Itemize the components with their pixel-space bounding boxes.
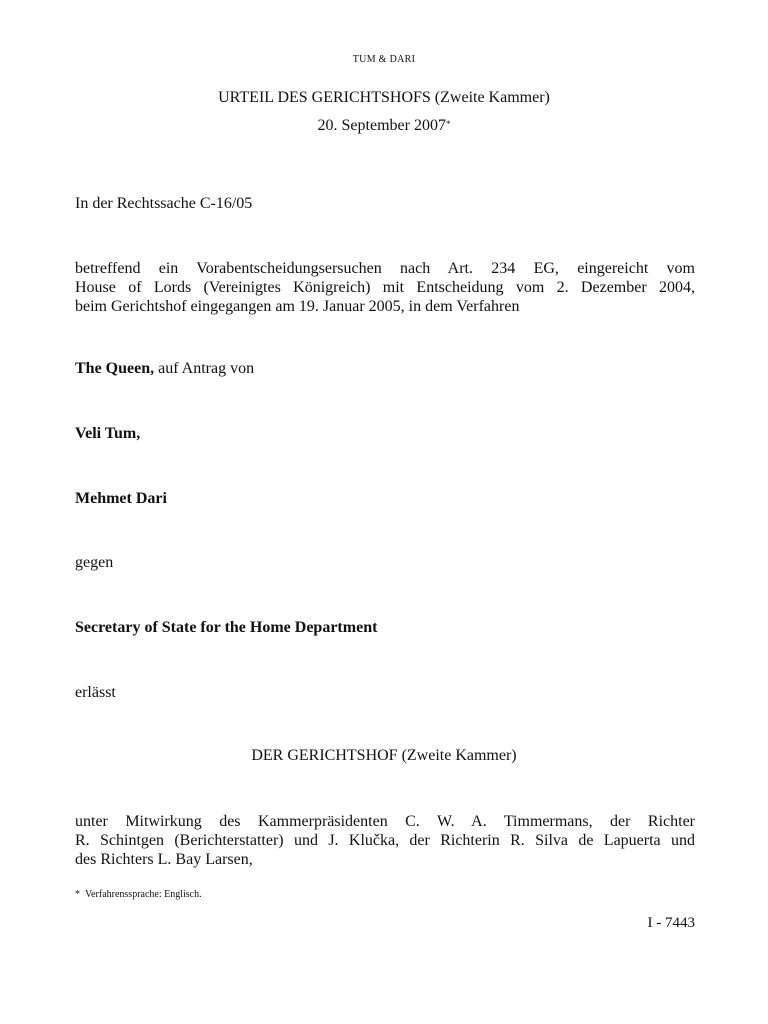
footnote-text: Verfahrenssprache: Englisch. [85,889,202,900]
judgment-date-text: 20. September 2007 [317,117,446,134]
footnote-marker: * [75,889,80,900]
footnote [75,889,202,900]
judgment-title: URTEIL DES GERICHTSHOFS (Zweite Kammer) [218,89,550,106]
reference-paragraph-line: betreffend ein Vorabentscheidungsersuchen nach Art. 234 EG, eingereicht vom [75,260,695,277]
composition-paragraph [75,812,695,869]
composition-paragraph-line: des Richters L. Bay Larsen, [75,851,253,868]
respondent-name: Secretary of State for the Home Department [75,619,378,636]
party-the-queen [75,359,254,379]
footnote-reference-marker: * [445,119,451,129]
running-head: TUM & DARI [352,54,416,65]
composition-paragraph-line: unter Mitwirkung des Kammerpräsidenten C. W. A. Timmermans, der Richter [75,813,695,830]
delivers-text: erlässt [75,684,116,701]
page-number: I - 7443 [647,915,695,931]
party-the-queen-name: The Queen, [75,360,155,377]
applicant-mehmet-dari: Mehmet Dari [75,490,167,507]
court-heading: DER GERICHTSHOF (Zweite Kammer) [251,747,517,764]
composition-paragraph-line: R. Schintgen (Berichterstatter) und J. Klučka, der Richterin R. Silva de Lapuerta und [75,832,695,849]
reference-paragraph-line: House of Lords (Vereinigtes Königreich) mit Entscheidung vom 2. Dezember 2004, [75,279,695,296]
judgment-date [0,116,768,136]
versus-text: gegen [75,554,114,571]
reference-paragraph [75,259,695,316]
party-the-queen-suffix: auf Antrag von [154,360,255,377]
reference-paragraph-line: beim Gerichtshof eingegangen am 19. Januar 2005, in dem Verfahren [75,298,520,315]
applicant-veli-tum: Veli Tum, [75,425,141,442]
case-reference: In der Rechtssache C-16/05 [75,195,253,212]
